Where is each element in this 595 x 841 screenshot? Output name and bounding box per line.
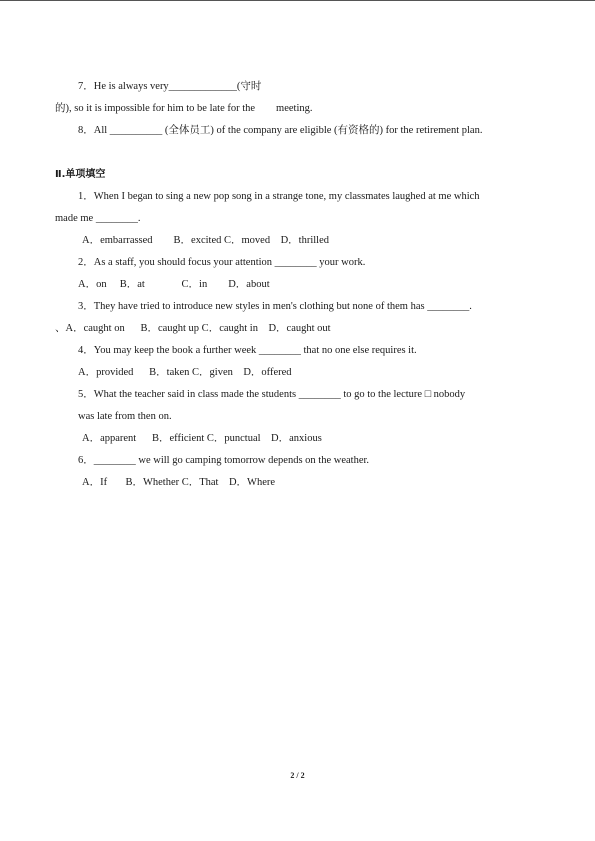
page-top-border bbox=[0, 0, 595, 1]
question-options: A．on B．at C．in D．about bbox=[78, 279, 270, 290]
question-stem-cont: made me ________. bbox=[55, 213, 141, 224]
question-options: 、A．caught on B．caught up C．caught in D．caught out bbox=[55, 323, 331, 334]
question-stem: 5．What the teacher said in class made the students ________ to go to the lecture □ nobody bbox=[78, 389, 466, 400]
question-stem: 6．________ we will go camping tomorrow depends on the weather. bbox=[78, 455, 370, 466]
question-options: A．embarrassed B．excited C．moved D．thrilled bbox=[82, 235, 329, 246]
fill-in-q8: 8．All __________ (全体员工) of the company are eligible (有资格的) for the retirement plan. bbox=[78, 125, 483, 136]
fill-in-q7-line2: 的), so it is impossible for him to be late for the meeting. bbox=[55, 103, 313, 114]
question-stem: 2．As a staff, you should focus your attention ________ your work. bbox=[78, 257, 366, 268]
question-stem: 1．When I began to sing a new pop song in a strange tone, my classmates laughed at me which bbox=[78, 191, 480, 202]
fill-in-q7-line1: 7．He is always very_____________(守时 bbox=[78, 81, 262, 92]
question-options: A．If B．Whether C．That D．Where bbox=[82, 477, 276, 488]
page-number: 2 / 2 bbox=[290, 771, 305, 780]
question-stem-cont: was late from then on. bbox=[78, 411, 172, 422]
question-stem: 3．They have tried to introduce new styles in men's clothing but none of them has ________. bbox=[78, 301, 472, 312]
question-options: A．provided B．taken C．given D．offered bbox=[78, 367, 292, 378]
question-stem: 4．You may keep the book a further week ________ that no one else requires it. bbox=[78, 345, 417, 356]
question-options: A．apparent B．efficient C．punctual D．anxious bbox=[82, 433, 322, 444]
section-heading: Ⅱ.单项填空 bbox=[55, 169, 106, 180]
